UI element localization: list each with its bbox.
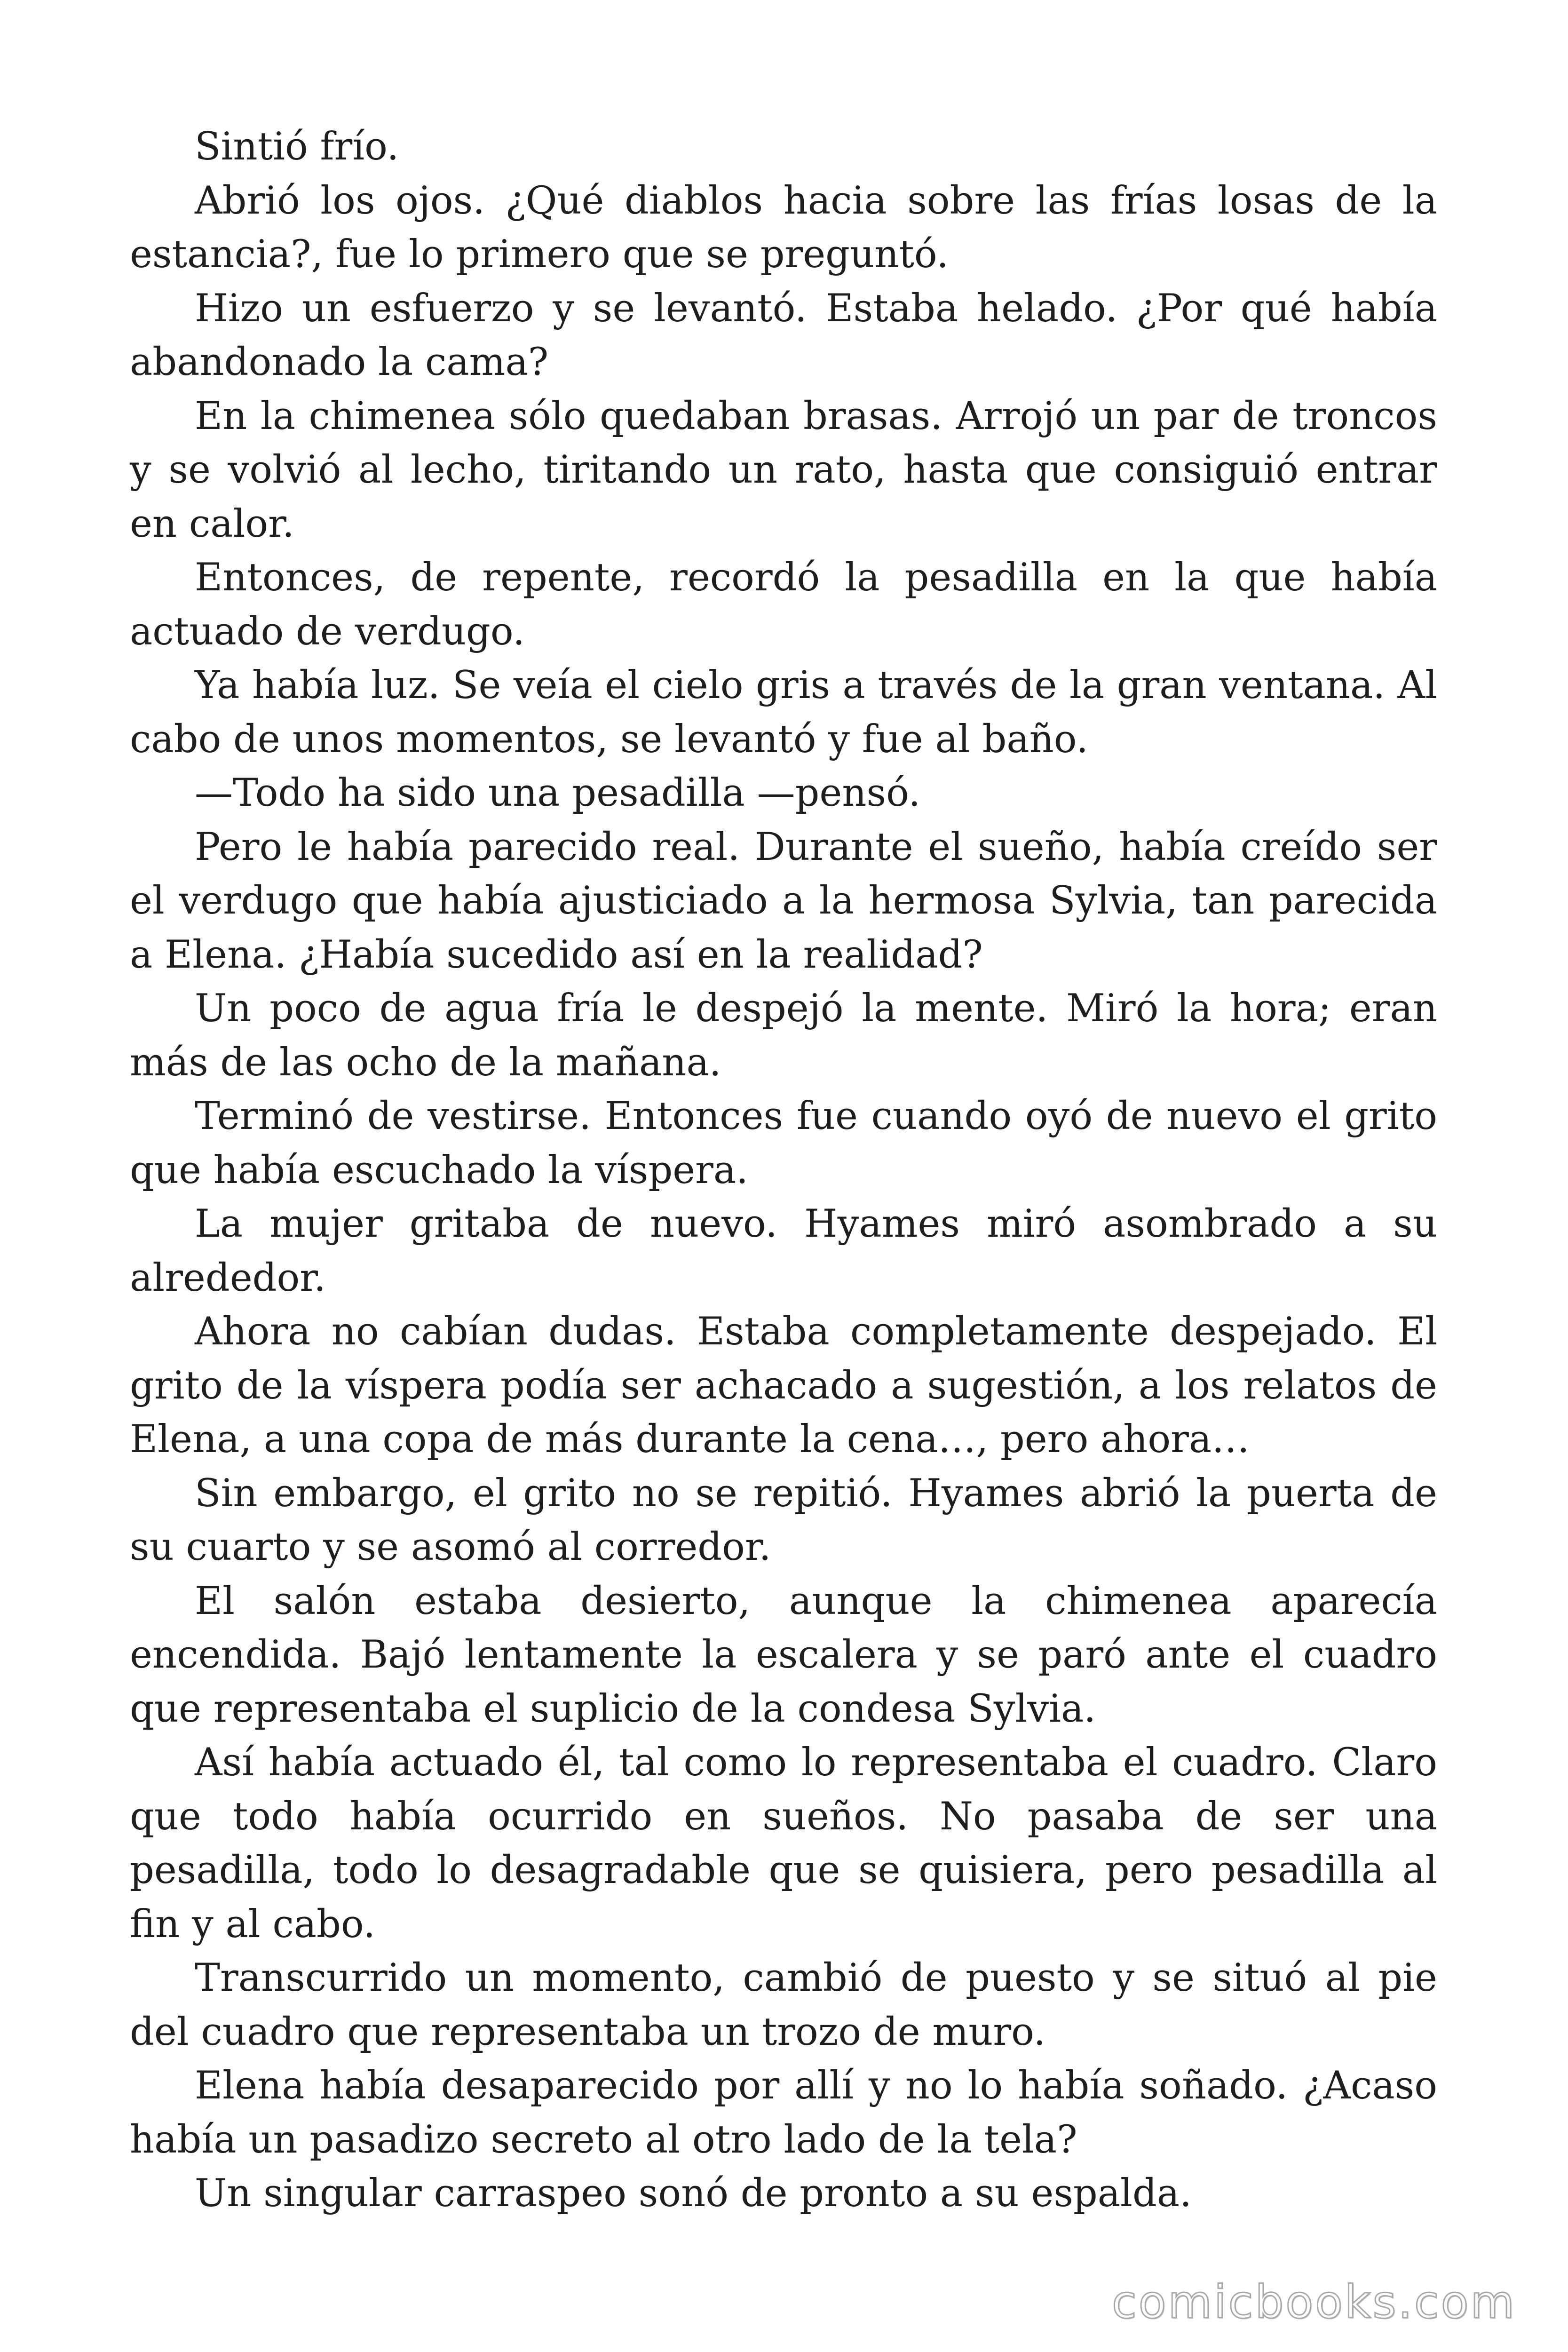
paragraph: —Todo ha sido una pesadilla —pensó. xyxy=(195,771,921,815)
paragraph: Transcurrido un momento, cambió de puesto y se situó al pie del cuadro que representaba un trozo de muro. xyxy=(130,1956,1437,2054)
paragraph: Así había actuado él, tal como lo representaba el cuadro. Claro que todo había ocurrido en sueños. No pasaba de ser una pesadilla, todo lo desagradable que se quisiera, pero pesadilla al fin y al cabo. xyxy=(130,1740,1437,1947)
paragraph: Sin embargo, el grito no se repitió. Hyames abrió la puerta de su cuarto y se asomó al corredor. xyxy=(130,1471,1437,1569)
paragraph: Abrió los ojos. ¿Qué diablos hacia sobre las frías losas de la estancia?, fue lo primero que se preguntó. xyxy=(130,178,1437,277)
paragraph: Elena había desaparecido por allí y no lo había soñado. ¿Acaso había un pasadizo secreto al otro lado de la tela? xyxy=(130,2064,1437,2162)
watermark: comicbooks.com xyxy=(1111,2276,1516,2328)
paragraph: Un poco de agua fría le despejó la mente. Miró la hora; eran más de las ocho de la mañana. xyxy=(130,986,1437,1085)
paragraph: Sintió frío. xyxy=(195,125,399,169)
paragraph: Entonces, de repente, recordó la pesadilla en la que había actuado de verdugo. xyxy=(130,556,1437,654)
text-body xyxy=(130,120,1437,2221)
paragraph: La mujer gritaba de nuevo. Hyames miró asombrado a su alrededor. xyxy=(130,1202,1437,1300)
paragraph: El salón estaba desierto, aunque la chimenea aparecía encendida. Bajó lentamente la escalera y se paró ante el cuadro que representaba el suplicio de la condesa Sylvia. xyxy=(130,1579,1437,1731)
paragraph: Un singular carraspeo sonó de pronto a su espalda. xyxy=(195,2171,1192,2216)
paragraph: Hizo un esfuerzo y se levantó. Estaba helado. ¿Por qué había abandonado la cama? xyxy=(130,286,1437,384)
paragraph: Pero le había parecido real. Durante el sueño, había creído ser el verdugo que había ajusticiado a la hermosa Sylvia, tan parecida a Elena. ¿Había sucedido así en la realidad? xyxy=(130,825,1437,977)
paragraph: Ahora no cabían dudas. Estaba completamente despejado. El grito de la víspera podía ser achacado a sugestión, a los relatos de Elena, a una copa de más durante la cena…, pero ahora… xyxy=(130,1310,1437,1462)
paragraph: En la chimenea sólo quedaban brasas. Arrojó un par de troncos y se volvió al lecho, tiritando un rato, hasta que consiguió entrar en calor. xyxy=(130,394,1437,546)
paragraph: Ya había luz. Se veía el cielo gris a través de la gran ventana. Al cabo de unos momentos, se levantó y fue al baño. xyxy=(130,663,1437,762)
paragraph: Terminó de vestirse. Entonces fue cuando oyó de nuevo el grito que había escuchado la víspera. xyxy=(130,1094,1437,1192)
